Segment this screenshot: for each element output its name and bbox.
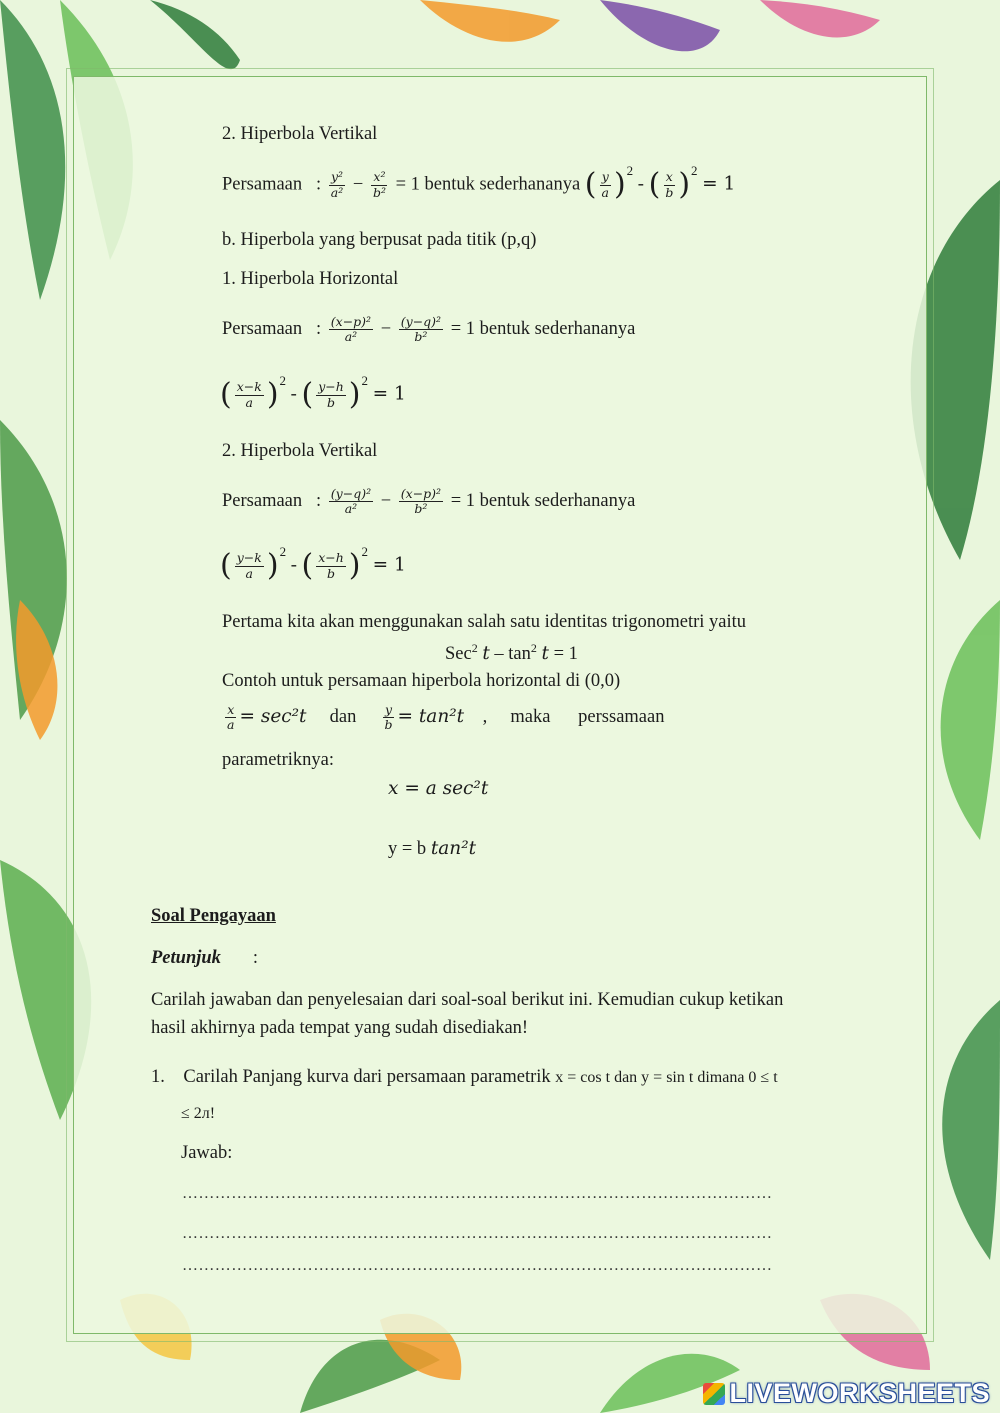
fraction: $\frac{x-h}{b}$ <box>318 550 344 581</box>
heading-hiperbola-vertikal: 2. Hiperbola Vertikal <box>222 124 378 144</box>
intro-text: Pertama kita akan menggunakan salah satu identitas trigonometri yaitu <box>222 612 747 632</box>
colon: : <box>316 174 322 195</box>
instruction-line-2: hasil akhirnya pada tempat yang sudah disediakan! <box>151 1018 529 1038</box>
fraction: $\frac{x}{b}$ <box>665 169 674 200</box>
fraction: $\frac{x-k}{a}$ <box>236 379 262 410</box>
equation-row-1: Persamaan : $\frac{\text{y²}}{\text{a²}}$ − $\frac{\text{x²}}{\text{b²}}$ = 1 bentuk sederhananya ( $\frac{y}{a}$ )$^2$ - ( $\frac{x}{b}$ )$^2$ = 1 <box>222 163 736 202</box>
y-equation: y = b tan²t <box>388 838 477 859</box>
fraction: $\frac{\text{(y−q)²}}{\text{b²}}$ <box>400 314 442 345</box>
answer-line[interactable]: ……………………………………………………………………………………………… <box>182 1225 773 1242</box>
heading-hiperbola-horizontal: 1. Hiperbola Horizontal <box>222 269 399 289</box>
trig-identity: Sec$^2$ $t - \tan^2 t = 1$ <box>445 641 578 665</box>
parametric-label: parametriknya: <box>222 750 334 770</box>
minus-sign: − <box>352 174 364 195</box>
question-1: 1. Carilah Panjang kurva dari persamaan parametrik x = cos t dan y = sin t dimana 0 ≤ t <box>151 1067 778 1087</box>
question-1-continued: ≤ 2л! <box>181 1105 216 1122</box>
fraction: $\frac{\text{(x−p)²}}{\text{a²}}$ <box>330 314 372 345</box>
fraction: $\frac{\text{(y−q)²}}{\text{a²}}$ <box>330 486 372 517</box>
answer-line[interactable]: ……………………………………………………………………………………………… <box>182 1185 773 1202</box>
equation-text: = 1 bentuk sederhananya <box>395 174 581 195</box>
fraction: $\frac{y-k}{a}$ <box>236 550 262 581</box>
question-number: 1. <box>151 1067 165 1087</box>
equation-label: Persamaan <box>222 174 303 195</box>
equation-simplified-2: ( $\frac{x-k}{a}$ )$^2$ - ( $\frac{y-h}{b}$ )$^2$ = 1 <box>220 373 406 412</box>
logo-icon <box>703 1383 725 1405</box>
fraction: $\frac{y}{a}$ <box>601 169 609 200</box>
fraction: $\frac{y-h}{b}$ <box>318 379 344 410</box>
example-text: Contoh untuk persamaan hiperbola horizontal di (0,0) <box>222 671 621 691</box>
answer-line[interactable]: ……………………………………………………………………………………………… <box>182 1257 773 1274</box>
fraction: $\frac{y}{b}$ <box>384 702 393 733</box>
x-equation: x = a sec²t <box>388 778 489 799</box>
equation-row-2: Persamaan : $\frac{\text{(x−p)²}}{\text{a²}}$ − $\frac{\text{(y−q)²}}{\text{b²}}$ = 1 bentuk sederhananya <box>222 314 636 345</box>
heading-hiperbola-pq: b. Hiperbola yang berpusat pada titik (p,q) <box>222 230 537 250</box>
example-equations: $\frac{x}{a}$ = sec²t dan $\frac{y}{b}$ = tan²t , maka perssamaan <box>227 702 665 733</box>
answer-label: Jawab: <box>181 1143 233 1163</box>
instructions-label: Petunjuk : <box>151 948 259 968</box>
fraction: $\frac{\text{(x−p)²}}{\text{b²}}$ <box>400 486 442 517</box>
equation-simplified-3: ( $\frac{y-k}{a}$ )$^2$ - ( $\frac{x-h}{b}$ )$^2$ = 1 <box>220 544 406 583</box>
fraction: $\frac{\text{x²}}{\text{b²}}$ <box>372 169 386 200</box>
fraction: $\frac{\text{y²}}{\text{a²}}$ <box>330 169 344 200</box>
instruction-line-1: Carilah jawaban dan penyelesaian dari soal-soal berikut ini. Kemudian cukup ketikan <box>151 990 784 1010</box>
heading-hiperbola-vertikal-2: 2. Hiperbola Vertikal <box>222 441 378 461</box>
liveworksheets-logo[interactable]: LIVEWORKSHEETS <box>703 1378 990 1409</box>
equation-row-3: Persamaan : $\frac{\text{(y−q)²}}{\text{a²}}$ − $\frac{\text{(x−p)²}}{\text{b²}}$ = 1 bentuk sederhananya <box>222 486 636 517</box>
fraction: $\frac{x}{a}$ <box>227 702 235 733</box>
section-title: Soal Pengayaan <box>151 906 276 926</box>
